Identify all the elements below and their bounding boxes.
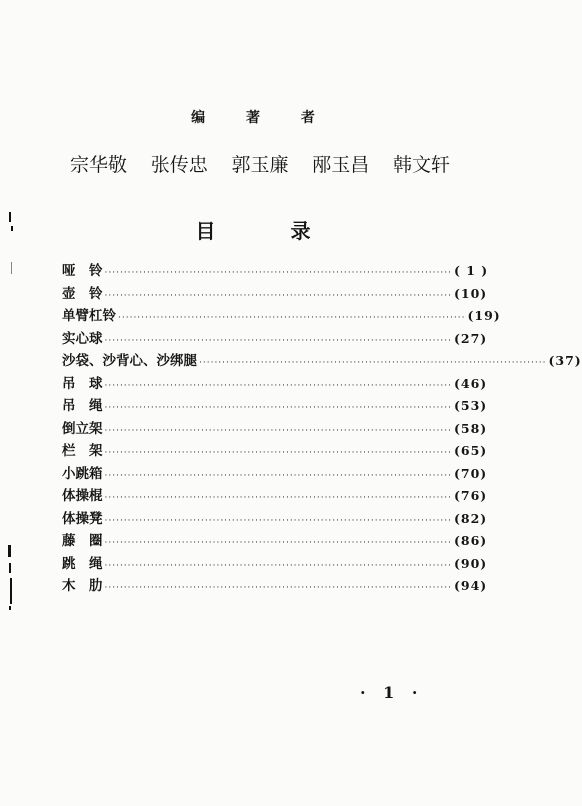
toc-entry[interactable] xyxy=(62,304,501,327)
toc-leader-dots: ·························································································· xyxy=(118,313,466,323)
editors-heading: 编 著 者 xyxy=(191,110,333,126)
toc-entry[interactable] xyxy=(62,259,489,282)
toc-entry[interactable] xyxy=(62,417,488,440)
toc-entry-label: 体操棍 xyxy=(62,488,103,504)
table-of-contents xyxy=(62,259,582,597)
toc-title: 目 录 xyxy=(195,219,345,243)
toc-entry-label: 壶 铃 xyxy=(62,285,103,302)
toc-entry[interactable] xyxy=(62,372,488,395)
toc-entry-page: (86) xyxy=(453,533,488,548)
toc-leader-dots: ·························································································· xyxy=(104,425,452,436)
toc-leader-dots: ·························································································· xyxy=(104,538,452,548)
author-name: 韩文轩 xyxy=(392,154,450,176)
scan-artifact xyxy=(10,578,12,604)
toc-entry-page: (82) xyxy=(453,510,488,526)
toc-entry-page: (94) xyxy=(453,578,488,593)
toc-entry[interactable] xyxy=(62,349,582,372)
toc-leader-dots: ·························································································· xyxy=(104,268,452,278)
toc-entry[interactable] xyxy=(62,462,488,485)
toc-entry-label: 单臂杠铃 xyxy=(62,308,116,324)
toc-entry-page: (27) xyxy=(453,330,488,346)
toc-entry-label: 吊 绳 xyxy=(62,398,103,414)
scan-artifact xyxy=(9,212,11,222)
toc-leader-dots: ·························································································· xyxy=(104,560,452,571)
toc-entry[interactable] xyxy=(62,529,488,552)
toc-entry-label: 小跳箱 xyxy=(62,465,103,482)
toc-entry[interactable] xyxy=(62,552,488,575)
toc-entry-page: (19) xyxy=(467,308,501,323)
toc-leader-dots: ·························································································· xyxy=(104,380,452,391)
toc-entry-page: (10) xyxy=(453,285,488,301)
toc-leader-dots: ·························································································· xyxy=(104,335,452,346)
toc-entry-page: (37) xyxy=(548,353,582,368)
toc-entry-page: ( 1 ) xyxy=(453,263,489,278)
toc-leader-dots: ·························································································· xyxy=(104,583,452,593)
toc-entry[interactable] xyxy=(62,484,488,507)
scan-artifact xyxy=(8,545,11,557)
toc-entry[interactable] xyxy=(62,574,488,597)
toc-entry-page: (70) xyxy=(453,465,488,481)
toc-entry-page: (53) xyxy=(453,398,488,413)
page-number: · 1 · xyxy=(360,683,424,702)
author-name: 宗华敬 xyxy=(70,154,128,176)
toc-entry-label: 吊 球 xyxy=(62,375,103,392)
scan-artifact xyxy=(9,606,11,610)
toc-entry-label: 实心球 xyxy=(62,330,103,347)
toc-entry-page: (58) xyxy=(453,420,488,436)
toc-entry-label: 倒立架 xyxy=(62,420,103,437)
toc-entry-label: 藤 圈 xyxy=(62,533,103,549)
toc-leader-dots: ·························································································· xyxy=(104,290,452,301)
toc-entry-label: 体操凳 xyxy=(62,510,103,527)
scan-artifact xyxy=(11,262,12,274)
toc-leader-dots: ·························································································· xyxy=(104,493,452,503)
toc-entry-label: 哑 铃 xyxy=(62,263,103,279)
toc-entry-label: 跳 绳 xyxy=(62,555,103,572)
toc-entry-label: 木 肋 xyxy=(62,578,103,594)
toc-entry-page: (90) xyxy=(453,555,488,571)
toc-entry[interactable] xyxy=(62,507,488,530)
toc-entry[interactable] xyxy=(62,327,488,350)
author-name: 邴玉昌 xyxy=(312,154,370,176)
toc-leader-dots: ·························································································· xyxy=(199,358,547,368)
toc-entry[interactable] xyxy=(62,394,488,417)
toc-entry[interactable] xyxy=(62,439,488,462)
toc-entry-label: 栏 架 xyxy=(62,443,103,459)
toc-leader-dots: ·························································································· xyxy=(104,470,452,481)
toc-entry-label: 沙袋、沙背心、沙绑腿 xyxy=(62,353,197,369)
author-name: 郭玉廉 xyxy=(231,154,289,176)
toc-leader-dots: ·························································································· xyxy=(104,403,452,413)
author-name: 张传忠 xyxy=(150,154,208,176)
toc-entry-page: (46) xyxy=(453,375,488,391)
scan-artifact xyxy=(9,563,11,573)
toc-entry-page: (76) xyxy=(453,488,488,503)
toc-entry[interactable] xyxy=(62,282,488,305)
author-list xyxy=(70,150,450,177)
scan-artifact xyxy=(11,226,13,231)
toc-leader-dots: ·························································································· xyxy=(104,515,452,526)
toc-leader-dots: ·························································································· xyxy=(104,448,452,458)
toc-entry-page: (65) xyxy=(453,443,488,458)
